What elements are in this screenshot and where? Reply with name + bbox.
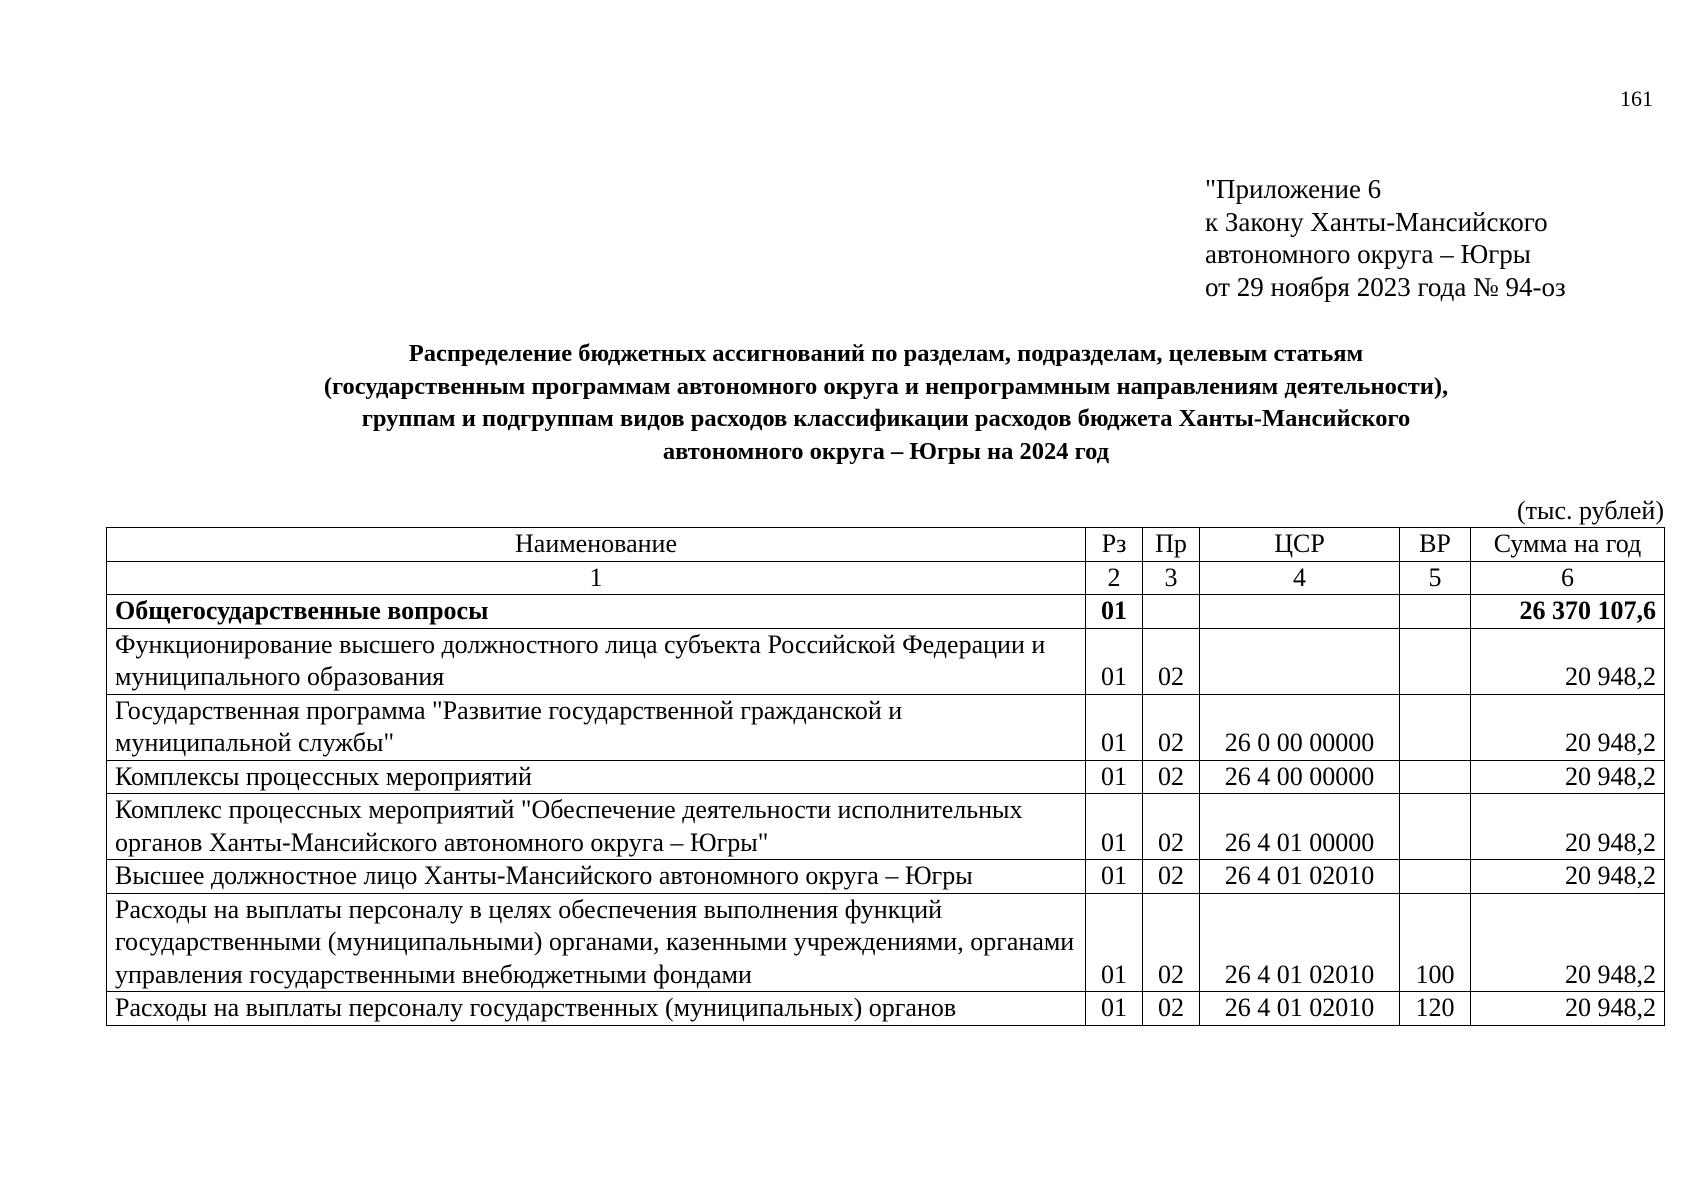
row-vr bbox=[1400, 860, 1471, 894]
row-vr bbox=[1400, 694, 1471, 760]
budget-table bbox=[106, 527, 1665, 1026]
row-name: Комплексы процессных мероприятий bbox=[107, 760, 1086, 794]
row-vr: 120 bbox=[1400, 992, 1471, 1026]
column-number: 5 bbox=[1400, 561, 1471, 595]
row-rz: 01 bbox=[1086, 694, 1143, 760]
page-number: 161 bbox=[1620, 86, 1653, 111]
table-row bbox=[107, 992, 1665, 1026]
row-pr: 02 bbox=[1143, 760, 1200, 794]
row-vr bbox=[1400, 628, 1471, 694]
row-name: Функционирование высшего должностного лица субъекта Российской Федерации и муниципального образования bbox=[107, 628, 1086, 694]
row-sum: 20 948,2 bbox=[1471, 992, 1665, 1026]
row-pr bbox=[1143, 595, 1200, 629]
appendix-line: к Закону Ханты-Мансийского bbox=[1205, 206, 1548, 237]
row-csr: 26 4 01 02010 bbox=[1200, 992, 1400, 1026]
row-rz: 01 bbox=[1086, 893, 1143, 992]
table-row bbox=[107, 860, 1665, 894]
row-rz: 01 bbox=[1086, 860, 1143, 894]
title-line: группам и подгруппам видов расходов классификации расходов бюджета Ханты-Мансийского bbox=[361, 405, 1411, 432]
table-row bbox=[107, 760, 1665, 794]
row-name: Общегосударственные вопросы bbox=[107, 595, 1086, 629]
row-csr: 26 4 01 02010 bbox=[1200, 893, 1400, 992]
title-line: автономного округа – Югры на 2024 год bbox=[662, 437, 1110, 465]
row-name: Высшее должностное лицо Ханты-Мансийского автономного округа – Югры bbox=[107, 860, 1086, 894]
row-sum: 20 948,2 bbox=[1471, 794, 1665, 860]
row-csr bbox=[1200, 595, 1400, 629]
table-row bbox=[107, 893, 1665, 992]
header-vr: ВР bbox=[1400, 528, 1471, 562]
document-title bbox=[106, 338, 1666, 468]
row-pr: 02 bbox=[1143, 893, 1200, 992]
row-name: Расходы на выплаты персоналу в целях обеспечения выполнения функций государственными (муниципальными) органами, казенными учреждениями, органами управления государственными внебюджетными фондами bbox=[107, 893, 1086, 992]
row-name: Государственная программа "Развитие государственной гражданской и муниципальной службы" bbox=[107, 694, 1086, 760]
table-row bbox=[107, 694, 1665, 760]
header-name: Наименование bbox=[107, 528, 1086, 562]
appendix-line: от 29 ноября 2023 года № 94-оз bbox=[1205, 271, 1566, 302]
appendix-reference bbox=[1205, 173, 1566, 303]
row-name: Комплекс процессных мероприятий "Обеспечение деятельности исполнительных органов Ханты-Мансийского автономного округа – Югры" bbox=[107, 794, 1086, 860]
header-pr: Пр bbox=[1143, 528, 1200, 562]
row-sum: 20 948,2 bbox=[1471, 893, 1665, 992]
appendix-line: "Приложение 6 bbox=[1205, 174, 1382, 204]
row-vr bbox=[1400, 794, 1471, 860]
row-csr bbox=[1200, 628, 1400, 694]
row-rz: 01 bbox=[1086, 595, 1143, 629]
row-pr: 02 bbox=[1143, 860, 1200, 894]
row-rz: 01 bbox=[1086, 794, 1143, 860]
row-rz: 01 bbox=[1086, 992, 1143, 1026]
column-number: 3 bbox=[1143, 561, 1200, 595]
row-vr: 100 bbox=[1400, 893, 1471, 992]
table-header-row bbox=[107, 528, 1665, 562]
column-number: 4 bbox=[1200, 561, 1400, 595]
title-line: Распределение бюджетных ассигнований по разделам, подразделам, целевым статьям bbox=[408, 340, 1364, 367]
units-label: (тыс. рублей) bbox=[1516, 496, 1664, 525]
row-name: Расходы на выплаты персоналу государственных (муниципальных) органов bbox=[107, 992, 1086, 1026]
header-csr: ЦСР bbox=[1200, 528, 1400, 562]
row-csr: 26 4 01 02010 bbox=[1200, 860, 1400, 894]
row-sum: 20 948,2 bbox=[1471, 694, 1665, 760]
table-row bbox=[107, 595, 1665, 629]
row-pr: 02 bbox=[1143, 992, 1200, 1026]
header-sum: Сумма на год bbox=[1471, 528, 1665, 562]
row-pr: 02 bbox=[1143, 794, 1200, 860]
row-sum: 20 948,2 bbox=[1471, 760, 1665, 794]
row-csr: 26 4 00 00000 bbox=[1200, 760, 1400, 794]
row-rz: 01 bbox=[1086, 760, 1143, 794]
row-sum: 20 948,2 bbox=[1471, 628, 1665, 694]
appendix-line: автономного округа – Югры bbox=[1205, 239, 1531, 269]
row-pr: 02 bbox=[1143, 628, 1200, 694]
column-number-row bbox=[107, 561, 1665, 595]
row-vr bbox=[1400, 760, 1471, 794]
title-line: (государственным программам автономного округа и непрограммным направлениям деятельности), bbox=[323, 372, 1449, 400]
table-row bbox=[107, 794, 1665, 860]
row-vr bbox=[1400, 595, 1471, 629]
row-sum: 20 948,2 bbox=[1471, 860, 1665, 894]
table-row bbox=[107, 628, 1665, 694]
row-sum: 26 370 107,6 bbox=[1471, 595, 1665, 629]
column-number: 6 bbox=[1471, 561, 1665, 595]
row-csr: 26 4 01 00000 bbox=[1200, 794, 1400, 860]
row-pr: 02 bbox=[1143, 694, 1200, 760]
column-number: 2 bbox=[1086, 561, 1143, 595]
header-rz: Рз bbox=[1086, 528, 1143, 562]
row-rz: 01 bbox=[1086, 628, 1143, 694]
column-number: 1 bbox=[107, 561, 1086, 595]
row-csr: 26 0 00 00000 bbox=[1200, 694, 1400, 760]
